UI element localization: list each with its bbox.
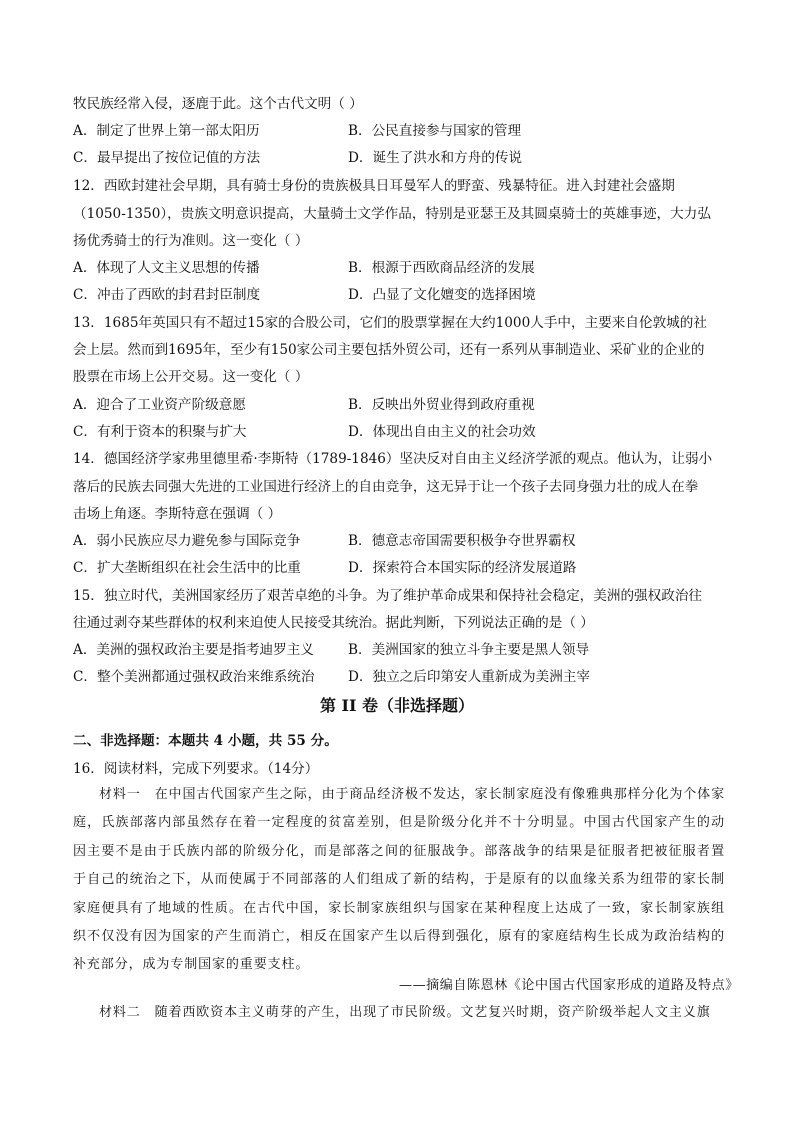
q14-option-a: A．弱小民族应尽力避免参与国际竞争: [73, 533, 301, 549]
material-two-text: 材料二 随着西欧资本主义萌芽的产生，出现了市民阶级。文艺复兴时期，资产阶级举起人文主义旗: [99, 1005, 711, 1020]
q14-stem-line1: 14．德国经济学家弗里德里希·李斯特（1789-1846）坚决反对自由主义经济学派的观点。他认为，让弱小: [73, 451, 713, 467]
section-title: 第 II 卷（非选择题）: [319, 696, 475, 715]
q11-option-d: D．诞生了洪水和方舟的传说: [348, 150, 523, 166]
q15-option-a: A．美洲的强权政治主要是指考迪罗主义: [73, 642, 314, 658]
material-one-source: ——摘编自陈恩林《论中国古代国家形成的道路及特点》: [398, 978, 739, 993]
material-one-passage: [73, 781, 725, 980]
q12-option-a: A．体现了人文主义思想的传播: [73, 260, 260, 276]
q13-stem-line3: 股票在市场上公开交易。这一变化（ ）: [73, 369, 309, 385]
q12-option-b: B．根源于西欧商品经济的发展: [348, 260, 535, 276]
q14-option-c: C．扩大垄断组织在社会生活中的比重: [73, 560, 301, 576]
q14-option-b: B．德意志帝国需要积极争夺世界霸权: [348, 533, 576, 549]
q13-option-b: B．反映出外贸业得到政府重视: [348, 397, 535, 413]
material-two-passage: [73, 999, 725, 1029]
section-heading: 二、非选择题：本题共 4 小题，共 55 分。: [73, 733, 338, 749]
q12-option-d: D．凸显了文化嬗变的选择困境: [348, 287, 536, 303]
q13-option-a: A．迎合了工业资产阶级意愿: [73, 397, 246, 413]
q13-stem-line1: 13．1685年英国只有不超过15家的合股公司，它们的股票掌握在大约1000人手中，主要来自伦敦城的社: [73, 315, 707, 331]
q14-stem-line2: 落后的民族去同强大先进的工业国进行经济上的自由竞争，这无异于让一个孩子去同身强力壮的成人在拳: [73, 479, 699, 495]
q15-option-c: C．整个美洲都通过强权政治来维系统治: [73, 669, 315, 685]
q13-option-d: D．体现出自由主义的社会功效: [348, 424, 536, 440]
q12-option-c: C．冲击了西欧的封君封臣制度: [73, 287, 261, 303]
q12-stem-line1: 12．西欧封建社会早期，具有骑士身份的贵族极具日耳曼军人的野蛮、残暴特征。进入封建社会盛期: [73, 178, 675, 194]
q13-option-c: C．有利于资本的积聚与扩大: [73, 424, 247, 440]
q13-stem-line2: 会上层。然而到1695年，至少有150家公司主要包括外贸公司，还有一系列从事制造业、采矿业的企业的: [73, 342, 705, 358]
q15-option-b: B．美洲国家的独立斗争主要是黑人领导: [348, 642, 590, 658]
q12-stem-line2: （1050-1350），贵族文明意识提高，大量骑士文学作品，特别是亚瑟王及其圆桌骑士的英雄事迹，大力弘: [73, 206, 711, 222]
q16-intro: 16．阅读材料，完成下列要求。（14分）: [73, 761, 319, 777]
q15-option-d: D．独立之后印第安人重新成为美洲主宰: [348, 669, 590, 685]
q11-option-a: A．制定了世界上第一部太阳历: [73, 123, 260, 139]
material-one-text: 材料一 在中国古代国家产生之际，由于商品经济极不发达，家长制家庭没有像雅典那样分化为个体家庭，氏族部落内部虽然存在着一定程度的贫富差别，但是阶级分化并不十分明显。中国古代国家产生的动因主要不是由于氏族内部的阶级分化，而是部落之间的征服战争。部落战争的结果是征服者把被征服者置于自己的统治之下，从而使属于不同部落的人们组成了新的结构，于是原有的以血缘关系为纽带的家长制家庭便具有了地域的性质。在古代中国，家长制家族组织与国家在某种程度上达成了一致，家长制家族组织不仅没有因为国家的产生而消亡，相反在国家产生以后得到强化，原有的家庭结构生长成为政治结构的补充部分，成为专制国家的重要支柱。: [73, 787, 725, 973]
q14-option-d: D．探索符合本国实际的经济发展道路: [348, 560, 577, 576]
q15-stem-line1: 15．独立时代，美洲国家经历了艰苦卓绝的斗争。为了维护革命成果和保持社会稳定，美洲的强权政治往: [73, 588, 703, 604]
q14-stem-line3: 击场上角逐。李斯特意在强调（ ）: [73, 506, 282, 522]
q11-option-b: B．公民直接参与国家的管理: [348, 123, 522, 139]
q12-stem-line3: 扬优秀骑士的行为准则。这一变化（ ）: [73, 233, 309, 249]
q15-stem-line2: 往通过剥夺某些群体的权利来迫使人民接受其统治。据此判断，下列说法正确的是（ ）: [73, 615, 594, 631]
q11-option-c: C．最早提出了按位记值的方法: [73, 150, 261, 166]
q11-stem-tail: 牧民族经常入侵，逐鹿于此。这个古代文明（ ）: [73, 96, 363, 112]
